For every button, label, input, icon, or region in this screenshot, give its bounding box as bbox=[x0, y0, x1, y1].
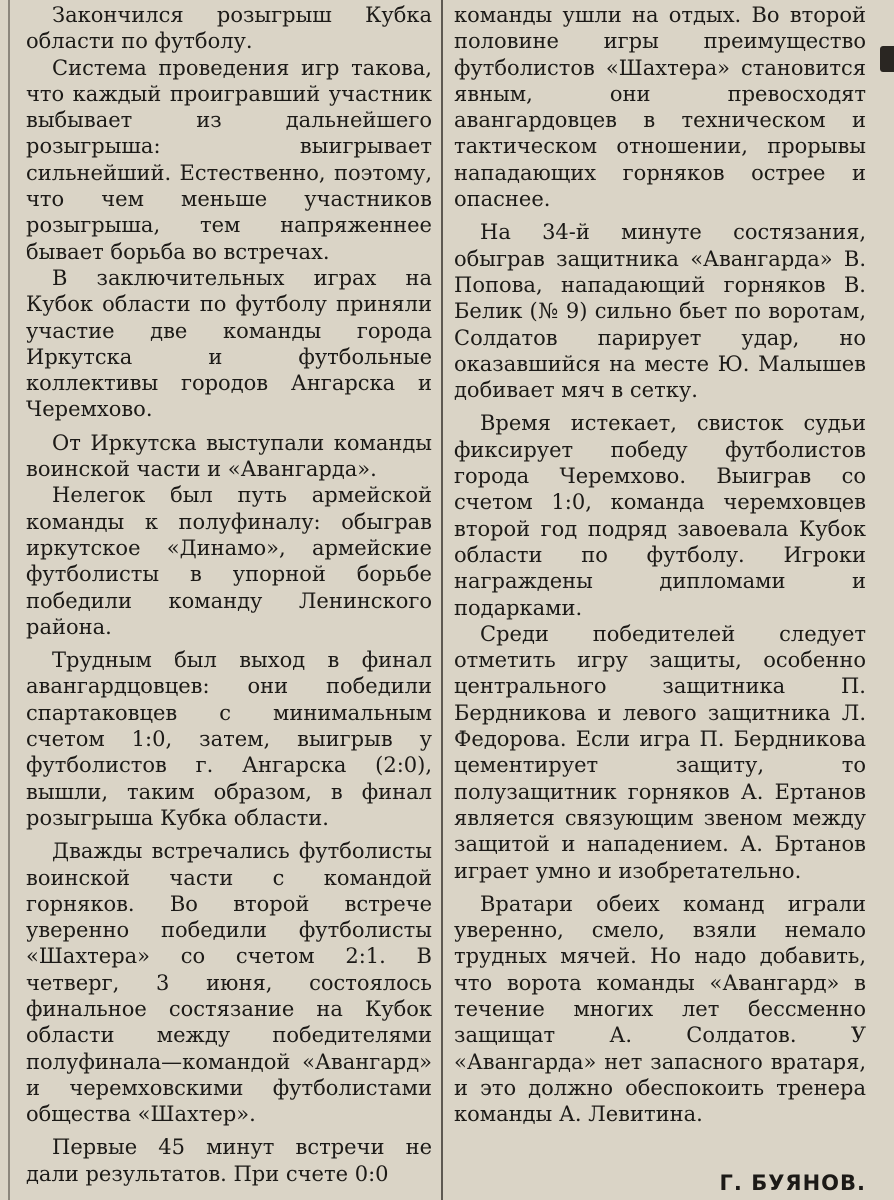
paragraph: Среди победителей следует отметить игру защиты, особенно центрального защитника П. Бердникова и левого защитника Л. Федорова. Если игра П. Бердникова цементирует защиту, то полузащитник горняков А. Ертанов является связующим звеном между защитой и нападением. А. Бртанов играет умно и изобретательно. bbox=[454, 621, 866, 883]
left-edge-rule bbox=[8, 0, 10, 1200]
paragraph: Нелегок был путь армейской команды к полуфиналу: обыграв иркутское «Динамо», армейские футболисты в упорной борьбе победили команду Ленинского района. bbox=[26, 483, 432, 639]
paragraph: Дважды встречались футболисты воинской части с командой горняков. Во второй встрече уверенно победили футболисты «Шахтера» со счетом 2:1. В четверг, 3 июня, состоялось финальное состязание на Кубок области между победителями полуфинала—командой «Авангард» и черемховскими футболистами общества «Шахтер». bbox=[26, 839, 432, 1127]
paragraph: Первые 45 минут встречи не дали результатов. При счете 0:0 bbox=[26, 1135, 432, 1186]
paragraph: На 34-й минуте состязания, обыграв защитника «Авангарда» В. Попова, нападающий горняков В. Белик (№ 9) сильно бьет по воротам, Солдатов парирует удар, но оказавшийся на месте Ю. Малышев добивает мяч в сетку. bbox=[454, 220, 866, 403]
author-signature: Г. БУЯНОВ. bbox=[719, 1171, 866, 1195]
right-column bbox=[454, 2, 866, 1127]
paragraph: В заключительных играх на Кубок области по футболу приняли участие две команды города Иркутска и футбольные коллективы городов Ангарска и Черемхово. bbox=[26, 265, 432, 422]
paragraph: команды ушли на отдых. Во второй половине игры преимущество футболистов «Шахтера» становится явным, они превосходят авангардовцев в техническом и тактическом отношении, прорывы нападающих горняков острее и опаснее. bbox=[454, 3, 866, 212]
left-column bbox=[26, 2, 432, 1187]
paragraph: Закончился розыгрыш Кубка области по футболу. bbox=[26, 3, 432, 54]
paragraph: Трудным был выход в финал авангардцовцев: они победили спартаковцев с минимальным счетом 1:0, затем, выигрыв у футболистов г. Ангарска (2:0), вышли, таким образом, в финал розыгрыша Кубка области. bbox=[26, 648, 432, 830]
paragraph: Система проведения игр такова, что каждый проигравший участник выбывает из дальнейшего розыгрыша: выигрывает сильнейший. Естественно, поэтому, что чем меньше участников розыгрыша, тем напряженнее бывает борьба во встречах. bbox=[26, 55, 432, 264]
column-rule bbox=[441, 0, 443, 1200]
clip-edge-mark bbox=[880, 46, 894, 72]
paragraph: Вратари обеих команд играли уверенно, смело, взяли немало трудных мячей. Но надо добавить, что ворота команды «Авангард» в течение многих лет бессменно защищат А. Солдатов. У «Авангарда» нет запасного вратаря, и это должно обеспокоить тренера команды А. Левитина. bbox=[454, 891, 866, 1127]
paragraph: От Иркутска выступали команды воинской части и «Авангарда». bbox=[26, 430, 432, 482]
paragraph: Время истекает, свисток судьи фиксирует победу футболистов города Черемхово. Выиграв со счетом 1:0, команда черемховцев второй год подряд завоевала Кубок области по футболу. Игроки награждены дипломами и подарками. bbox=[454, 411, 866, 620]
